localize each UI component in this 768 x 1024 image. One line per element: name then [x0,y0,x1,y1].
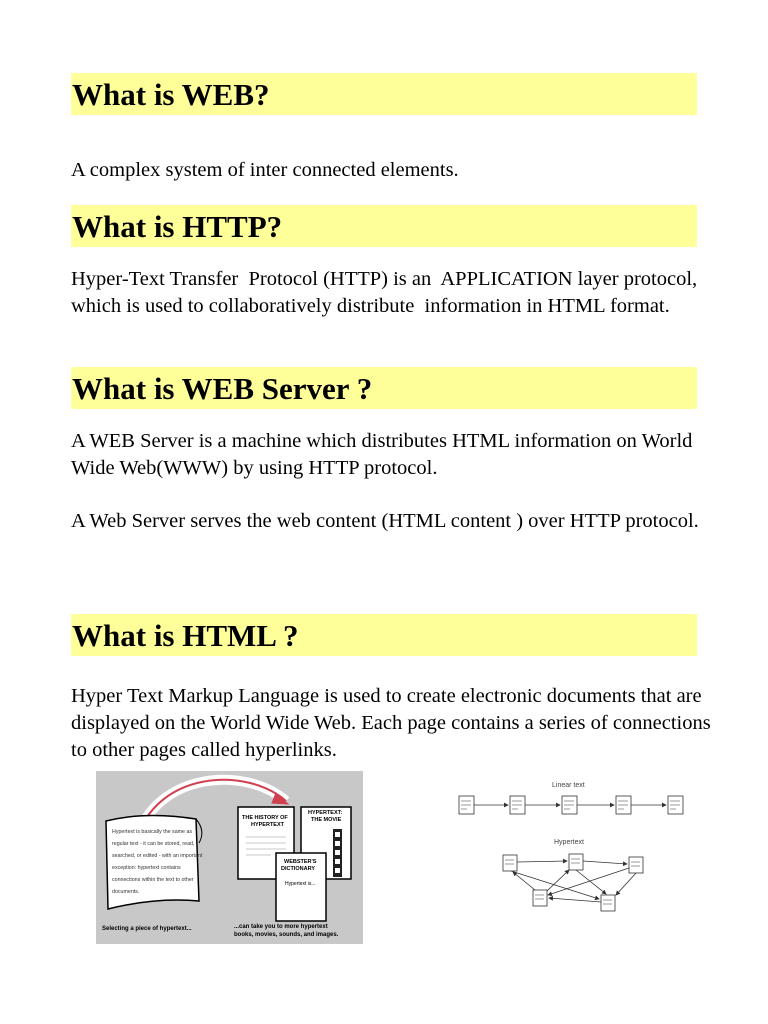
book3-text: Hypertext is... [285,881,316,887]
heading-what-is-http: What is HTTP? [71,205,697,247]
heading-what-is-html: What is HTML ? [71,614,697,656]
doc-line-1: Hypertext is basically the same as [112,829,193,835]
paragraph-web-server-definition: A WEB Server is a machine which distributes HTML information on World Wide Web(WWW) by using HTTP protocol. [71,430,698,479]
paragraph-html-definition: Hyper Text Markup Language is used to create electronic documents that are displayed on the World Wide Web. Each page contains a series of connections to other pages called hyperlinks. [71,685,716,761]
hypertext-illustration [96,771,363,944]
paragraph-web-server-serves: A Web Server serves the web content (HTML content ) over HTTP protocol. [71,510,699,532]
book1-title-1: THE HISTORY OF [242,815,288,821]
book3-title-1: WEBSTER'S [284,859,317,865]
book2-title-1: HYPERTEXT: [308,810,343,816]
caption-left: Selecting a piece of hypertext... [102,926,192,932]
paragraph-web-definition: A complex system of inter connected elements. [71,159,459,181]
hypertext-doc-icons [503,854,643,911]
doc-line-2: regular text - it can be stored, read, [112,841,195,847]
book1-title-2: HYPERTEXT [251,822,285,828]
heading-what-is-web-server: What is WEB Server ? [71,367,697,409]
book2-title-2: THE MOVIE [311,817,342,823]
book3-title-2: DICTIONARY [281,866,316,872]
doc-line-3: searched, or edited - with an important [112,853,203,859]
heading-what-is-web: What is WEB? [71,73,697,115]
label-linear-text: Linear text [552,782,585,789]
label-hypertext: Hypertext [554,839,584,846]
doc-line-5: connections within the text to other [112,877,194,883]
paragraph-http-definition: Hyper-Text Transfer Protocol (HTTP) is an APPLICATION layer protocol, which is used to collaboratively distribute information in HTML format. [71,268,703,317]
caption-right-2: books, movies, sounds, and images. [234,932,339,938]
doc-line-4: exception: hypertext contains [112,865,181,871]
caption-right-1: ...can take you to more hypertext [234,924,328,930]
doc-line-6: documents. [112,889,140,895]
linear-vs-hypertext-diagram [451,773,701,918]
